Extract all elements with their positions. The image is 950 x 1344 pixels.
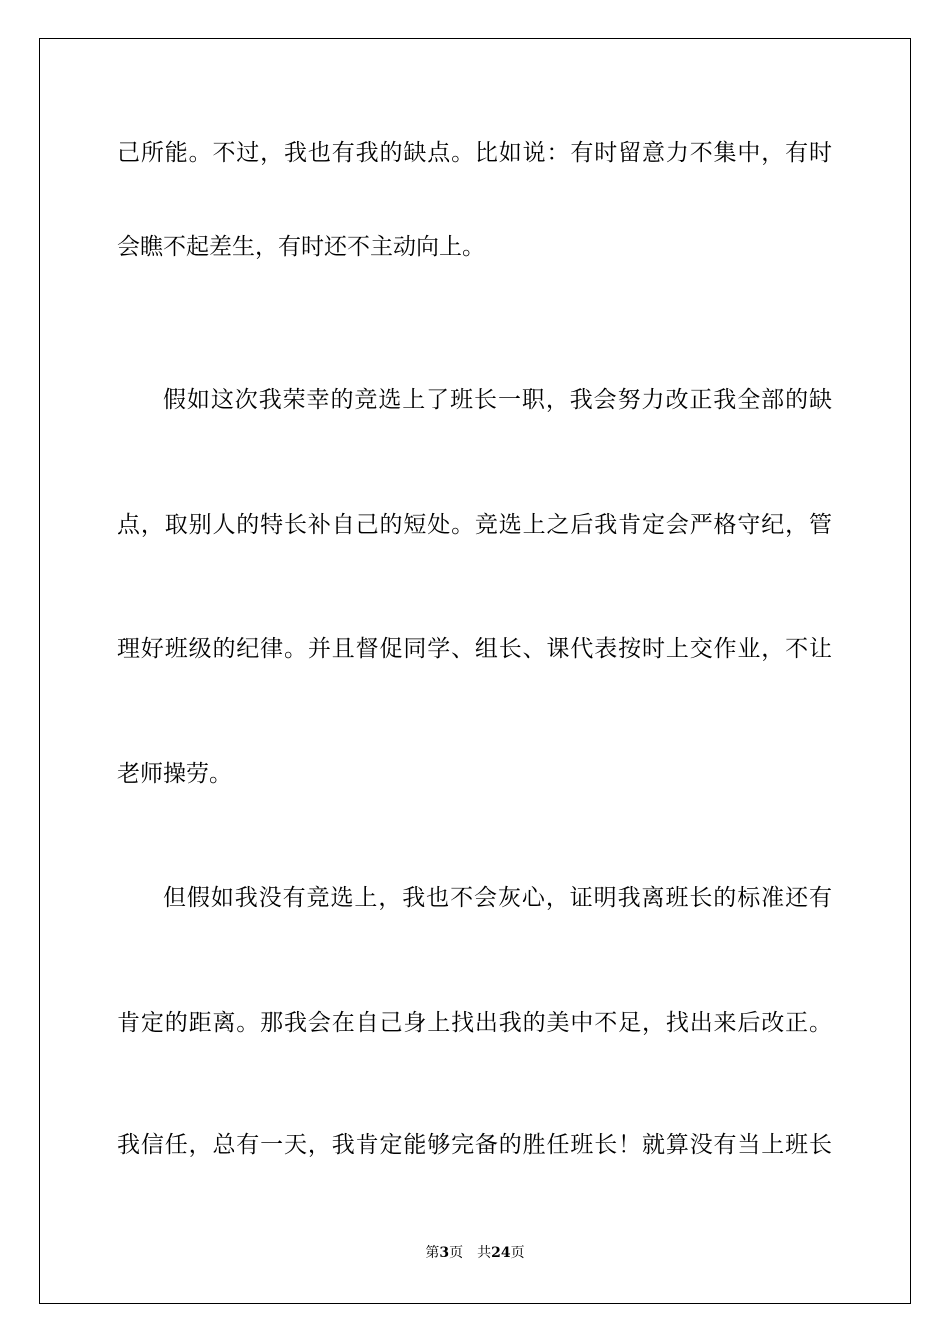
footer-total-prefix: 共: [477, 1245, 492, 1261]
paragraph-line-6: 老师操劳。: [117, 761, 232, 787]
paragraph-line-2: 会瞧不起差生，有时还不主动向上。: [117, 234, 485, 260]
page-footer: [0, 1244, 950, 1262]
footer-total-suffix: 页: [510, 1245, 525, 1261]
paragraph-line-1: 己所能。不过，我也有我的缺点。比如说：有时留意力不集中，有时: [117, 140, 832, 166]
footer-page-prefix: 第: [425, 1245, 440, 1261]
footer-page-number: 3: [439, 1245, 450, 1261]
paragraph-line-5: 理好班级的纪律。并且督促同学、组长、课代表按时上交作业，不让: [117, 636, 832, 662]
page-border: [39, 38, 911, 1304]
paragraph-line-4: 点，取别人的特长补自己的短处。竞选上之后我肯定会严格守纪，管: [117, 512, 832, 538]
paragraph-line-8: 肯定的距离。那我会在自己身上找出我的美中不足，找出来后改正。: [117, 1010, 832, 1036]
paragraph-line-7: 但假如我没有竞选上，我也不会灰心，证明我离班长的标准还有: [163, 885, 832, 911]
paragraph-line-9: 我信任，总有一天，我肯定能够完备的胜任班长！就算没有当上班长: [117, 1132, 832, 1158]
footer-page-suffix: 页: [449, 1245, 464, 1261]
footer-total-pages: 24: [491, 1245, 511, 1261]
paragraph-line-3: 假如这次我荣幸的竞选上了班长一职，我会努力改正我全部的缺: [163, 387, 832, 413]
